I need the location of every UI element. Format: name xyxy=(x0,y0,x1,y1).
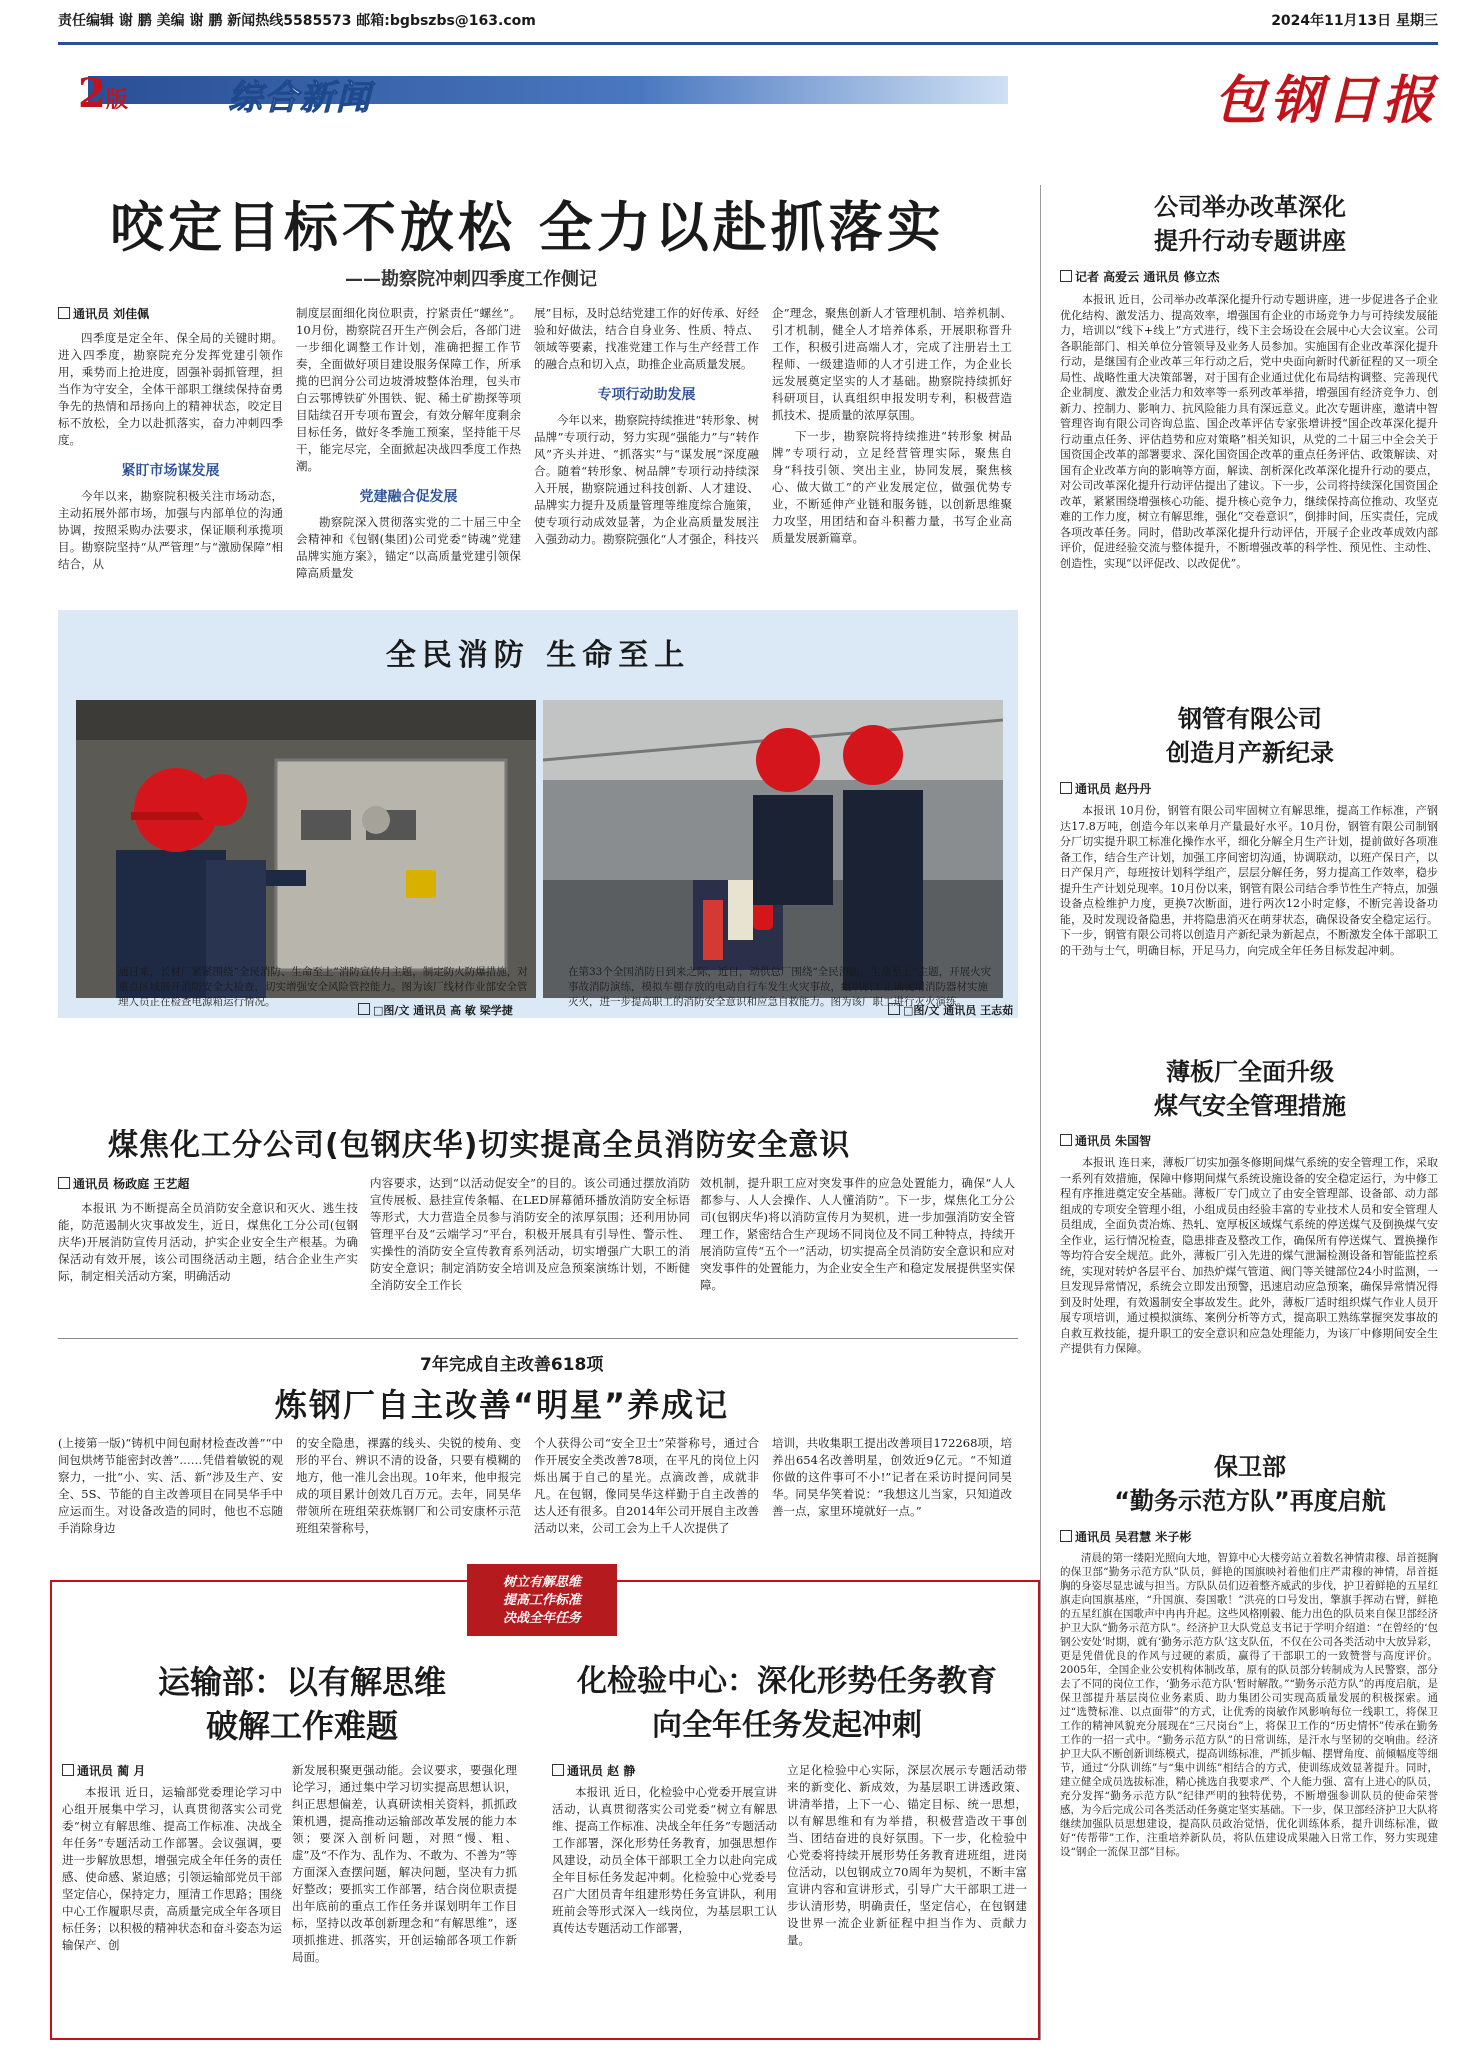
lab-headline: 化检验中心：深化形势任务教育 向全年任务发起冲刺 xyxy=(577,1664,997,1743)
transport-col-2: 新发展积聚更强动能。会议要求，要强化理论学习，通过集中学习切实提高思想认识，纠正思想偏差，认真研读相关资料，抓抓政策机遇，提高推动运输部改革发展的能力本领；要深入剖析问题，对照“慢、粗、虚”及“不作为、乱作为、不敢为、不善为”等方面深入查摆问题，解决问题，坚决有力抓好整改；要抓实工作部署，结合岗位职责提出年底前的重点工作任务并谋划明年工作目标，坚持以改革创新理念和“有解思维”，逐项抓推进、抓落实，开创运输部各项工作新局面。 xyxy=(292,1763,517,1964)
top-info-bar xyxy=(58,10,1438,34)
caption-2: 在第33个全国消防日到来之际，近日，动供总厂围绕“全民消防、生命至上”主题，开展火灾事故消防演练，模拟车棚存放的电动自行车发生火灾事故，组织职工正确使用消防器材实施灭火，进一步提高职工的消防安全意识和应急自救能力。图为该厂职工进行灭火演练。 xyxy=(568,966,992,1008)
coke-col-1: 本报讯 为不断提高全员消防安全意识和灭火、逃生技能，防范遏制火灾事故发生，近日，煤焦化工分公司(包钢庆华)开展消防宣传月活动，护实企业安全生产根基。为确保活动有效开展，该公司围绕活动主题，结合企业生产实际，制定相关活动方案，明确活动 xyxy=(58,1201,358,1283)
special-topic-box xyxy=(50,1575,1040,2040)
credit-1: □图/文 通讯员 高 敏 梁学捷 xyxy=(358,1002,513,1018)
newspaper-logo: 包钢日报 xyxy=(1213,70,1438,131)
transport-col-1: 本报讯 近日，运输部党委理论学习中心组开展集中学习，认真贯彻落实公司党委“树立有解思维、提高工作标准、决战全年任务”专题活动工作部署。会议强调，要进一步解放思想，增强完成全年任务的责任感、使命感、紧迫感；引领运输部党员干部坚定信心，保持定力，厘清工作思路；围绕中心工作履职尽责，高质量完成全年各项目标任务；以积极的精神状态和奋斗姿态为运输保产、创 xyxy=(62,1785,282,1952)
masthead xyxy=(58,42,1438,142)
lab-byline: 通讯员 赵 静 xyxy=(552,1762,635,1779)
coke-col-3: 效机制，提升职工应对突发事件的应急处置能力，确保“人人都参与、人人会操作、人人懂消防”。下一步，煤焦化工分公司(包钢庆华)将以消防宣传月为契机，进一步加强消防安全管理工作，紧密结合生产现场不同岗位及不同工种特点，持续开展消防宣传“五个一”活动，切实提高全员消防安全意识和应对突发事件的处置能力，为企业安全生产和稳定发展提供坚实保障。 xyxy=(700,1176,1015,1292)
lead-sub-3: 专项行动助发展 xyxy=(597,387,696,403)
lead-sub-1: 紧盯市场谋发展 xyxy=(121,463,220,479)
section-band xyxy=(88,76,1008,104)
side-3-headline: 薄板厂全面升级 煤气安全管理措施 xyxy=(1154,1058,1346,1120)
side-1-headline: 公司举办改革深化 提升行动专题讲座 xyxy=(1154,193,1346,255)
steel-headline: 炼钢厂自主改善“明星”养成记 xyxy=(275,1386,730,1424)
steel-col-1: (上接第一版)“铸机中间包耐材检查改善”“中间包烘烤节能密封改善”……凭借着敏锐的观察力，一批“小、实、活、新”涉及生产、安全、5S、节能的自主改善项目在同昊华手中应运而生。对设备改造的同时，他也不忘随手消除身边 xyxy=(58,1436,283,1535)
page-number: 2版 xyxy=(78,70,128,117)
coke-byline: 通讯员 杨政庭 王艺超 xyxy=(58,1175,189,1192)
side-4-text: 清晨的第一缕阳光照向大地，智算中心大楼旁站立着数名神情肃穆、昂首挺胸的保卫部“勤务示范方队”队员，鲜艳的国旗映衬着他们庄严肃穆的神情，昂首挺胸的身姿尽显忠诚与担当。方队队员们迈着整齐威武的步伐，护卫着鲜艳的五星红旗走向国旗基座，“升国旗、奏国歌！”洪亮的口号发出，擎旗手挥动右臂，鲜艳的五星红旗在国歌声中冉冉升起。这些风格刚毅、能力出色的队员来自保卫部经济护卫大队“勤务示范方队”。经济护卫大队党总支书记于学明介绍道：“在曾经的‘包钢公安处’时期，就有‘勤务示范方队’这支队伍，不仅在公司各类活动中大放异彩，更是凭借优良的作风与过硬的素质，赢得了干部职工的一致赞誉与高度评价。2005年，全国企业公安机构体制改革，原有的队员部分转制成为人民警察，部分去了不同的岗位工作，‘勤务示范方队’暂时解散。”“勤务示范方队”的再度启航，是保卫部提升基层岗位业务素质、助力集团公司实现高质量发展的积极探索。通过“选赞标准、以点面带”的方式，让优秀的岗敏作风影响每位一线职工，将保卫工作的精神风貌充分展现在“三尺岗台”上，将保卫工作的“历史情怀”传承在勤务工作的一招一式中。“勤务示范方队”的日常训练，是汗水与坚韧的交响曲。经济护卫大队不断创新训练模式，提高训练标准，严抓步幅、摆臂角度、前倾幅度等细节，通过“分队训练”与“集中训练”相结合的方式，使训练成效显著提升。同时，建立健全成员选拔标准，精心挑选自我要求严、个人能力强、富有上进心的队员，充分发挥“勤务示范方队”纪律严明的独特优势，不断增强参训队员的使命荣誉感，为今后完成公司各类活动任务奠定坚实基础。下一步，保卫部经济护卫大队将继续加强队员思想建设，提高队员政治觉悟，优化训练体系，提升训练标准，做好“传帮带”工作，注重培养新队员，将队伍建设成果融入日常工作，努力实现建设“钢企一流保卫部”目标。 xyxy=(1060,1552,1438,1858)
steel-col-4: 培训，共收集职工提出改善项目172268项，培养出654名改善明星，创效近9亿元。“不知道你做的这件事可不小!”记者在采访时提问同昊华。同昊华笑着说：“我想这儿当家，只知道改善一点，家里环境就好一点。” xyxy=(772,1436,1012,1518)
lab-col-2: 立足化检验中心实际，深层次展示专题活动带来的新变化、新成效，为基层职工讲透政策、讲清举措，上下一心、锚定目标、统一思想，以有解思维和有为举措，积极营造改干事创当、团结奋进的良好氛围。下一步，化检验中心党委将持续开展形势任务教育进班组，进岗位活动，以包钢成立70周年为契机，不断丰富宣讲内容和宣讲形式，引导广大干部职工进一步认清形势，明确责任，坚定信心，在包钢建设世界一流企业新征程中担当作为、贡献力量。 xyxy=(787,1763,1027,1947)
photo-inspection xyxy=(76,700,536,998)
side-2-byline: 通讯员 赵丹丹 xyxy=(1060,780,1151,797)
lead-col-4: 企”理念，聚焦创新人才管理机制、培养机制、引才机制，健全人才培养体系，开展职称晋升工作，积极引进高端人才，完成了注册岩土工程师、一级建造师的人才引进工作，为企业长远发展奠定坚实的人才基础。勘察院持续抓好科研项目，认真组织申报发明专利，积极营造抓技术、提质量的浓厚氛围。 下一步，勘察院将持续推进“转形象 树品牌”专项行动，立足经营管理实际，聚焦自身“科技引领、突出主业，协同发展，聚焦核心、做大做工”的产业发展定位，做强优势专业，不断延伸产业链和服务链，以创新思维聚力攻坚，用团结和奋斗积蓄力量，书写企业高质量发展新篇章。 xyxy=(772,306,1012,545)
lead-col-1: 四季度是定全年、保全局的关键时期。进入四季度，勘察院充分发挥党建引领作用，乘势而上抢进度，固强补弱抓管理，担当作为守安全，全体干部职工继续保持奋勇争先的热情和昂扬向上的精神状态，咬定目标不放松，全力以赴抓落实，奋力冲刺四季度。 紧盯市场谋发展 今年以来，勘察院积极关注市场动态，主动拓展外部市场，加强与内部单位的沟通协调，按照采购办法要求，保证顺利承揽项目。勘察院坚持“从严管理”与“激励保障”相结合，从 xyxy=(58,331,283,571)
side-1-byline: 记者 高爱云 通讯员 修立杰 xyxy=(1060,268,1220,285)
side-2-headline: 钢管有限公司 创造月产新纪录 xyxy=(1166,705,1334,767)
editor-info: 责任编辑 谢 鹏 美编 谢 鹏 新闻热线5585573 邮箱:bgbszbs@163.com xyxy=(58,13,536,29)
photo-fire-drill xyxy=(543,700,1003,998)
fire-title: 全民消防 生命至上 xyxy=(385,638,691,673)
steel-col-3: 个人获得公司“安全卫士”荣誉称号，通过合作开展安全类改善78项，在平凡的岗位上闪烁出属于自己的星光。点滴改善，成就非凡。在包钢，像同昊华这样勤于自主改善的达人还有很多。自2014年公司开展自主改善活动以来，公司工会为上千人次提供了 xyxy=(534,1436,759,1535)
lead-headline: 咬定目标不放松 全力以赴抓落实 xyxy=(110,196,945,259)
transport-byline: 通讯员 蔺 月 xyxy=(62,1762,145,1779)
credit-2: □图/文 通讯员 王志茹 xyxy=(888,1002,1013,1018)
coke-headline: 煤焦化工分公司(包钢庆华)切实提高全员消防安全意识 xyxy=(108,1128,851,1163)
lead-subtitle: ——勘察院冲刺四季度工作侧记 xyxy=(345,269,597,290)
lead-sub-2: 党建融合促发展 xyxy=(359,489,458,505)
section-name: 综合新闻 xyxy=(228,78,372,118)
lead-col-2: 制度层面细化岗位职责，拧紧责任“螺丝”。10月份，勘察院召开生产例会后，各部门进一步细化调整工作计划，准确把握工作节奏，全面做好项目建设服务保障工作，所承揽的巴润分公司边坡滑坡整体治理，包头市白云鄂博铁矿外围铁、铌、稀土矿勘探等项目陆续召开专项布置会，有效分解年度剩余目标任务，做好冬季施工预案，坚持能干尽干，能完尽完，全面掀起决战四季度工作热潮。 党建融合促发展 勘察院深入贯彻落实党的二十届三中全会精神和《包钢(集团)公司党委“铸魂”党建品牌实施方案》，锚定“以高质量党建引领保障高质量发 xyxy=(296,306,521,580)
masthead-rule xyxy=(58,42,1438,45)
steel-kicker: 7年完成自主改善618项 xyxy=(420,1355,604,1375)
lead-col-3: 展”目标，及时总结党建工作的好传承、好经验和好做法，结合自身业务、性质、特点、领域等要素，找准党建工作与生产经营工作的融合点和切入点，助推企业高质量发展。 专项行动助发展 今年以来，勘察院持续推进“转形象、树品牌”专项行动，努力实现“强能力”与“转作风”齐头并进、“抓落实”与“谋发展”深度融合。随着“转形象、树品牌”专项行动持续深入开展，勘察院通过科技创新、人才建设、品牌实力提升及质量管理等维度综合施策，使专项行动成效显著，为企业高质量发展注入强劲动力。勘察院强化“人才强企，科技兴 xyxy=(534,306,759,546)
coke-col-2: 内容要求，达到“以活动促安全”的目的。该公司通过摆放消防宣传展板、悬挂宣传条幅、在LED屏幕循环播放消防安全标语等形式，大力营造全员参与消防安全的浓厚氛围；还利用协同管理平台及“云端学习”平台，积极开展具有引导性、警示性、实操性的消防安全宣传教育系列活动，切实增强广大职工的消防安全意识；制定消防安全培训及应急预案演练计划，不断健全消防安全工作长 xyxy=(370,1176,690,1292)
column-divider xyxy=(1040,185,1041,2040)
fire-safety-feature xyxy=(58,610,1018,1018)
lab-col-1: 本报讯 近日，化检验中心党委开展宣讲活动，认真贯彻落实公司党委“树立有解思维、提高工作标准、决战全年任务”专题活动工作部署，深化形势任务教育，加强思想作风建设，动员全体干部职工全力以赴向完成全年目标任务发起冲刺。化检验中心党委号召广大团员青年组建形势任务宣讲队，利用班前会等形式深入一线岗位，为基层职工认真传达专题活动工作部署， xyxy=(552,1785,777,1935)
side-2-text: 本报讯 10月份，钢管有限公司牢固树立有解思维，提高工作标准，产钢达17.8万吨，创造今年以来单月产量最好水平。10月份，钢管有限公司制钢分厂切实提升职工标准化操作水平，细化分解全月生产计划，提前做好各项准备工作，结合生产计划，加强工序间密切沟通，协调联动，以班产保日产，以日产保月产，每班按计划科学组产，层层分解任务，努力提高工作效率，稳步提升生产计划兑现率。10月份以来，钢管有限公司结合季节性生产特点，加强设备点检维护力度，更换7次断面，进行两次12小时定修，不断完善设备功能，及时发现设备隐患，并将隐患消灭在萌芽状态，确保设备安全稳定运行。下一步，钢管有限公司将以创造月产新纪录为新起点，不断激发全体干部职工的干劲与士气，明确目标，开足马力，向完成全年任务目标发起冲刺。 xyxy=(1060,804,1438,957)
side-3-text: 本报讯 连日来，薄板厂切实加强冬修期间煤气系统的安全管理工作，采取一系列有效措施，保障中修期间煤气系统设施设备的安全稳定运行，为中修工程有序推进奠定安全基础。薄板厂专门成立了由安全管理部、设备部、动力部组成的专项安全管理小组，小组成员由经验丰富的专业技术人员和安全管理人员组成，全面负责冶炼、热轧、宽厚板区域煤气系统的停送煤气及倒换煤气安全作业，运行情况检查，隐患排查及整改工作，确保所有停送煤气、置换操作等均符合安全规范。此外，薄板厂引入先进的煤气泄漏检测设备和智能监控系统，实现对转炉各层平台、加热炉煤气管道、阀门等关键部位24小时监测，一旦发现异常情况，系统会立即发出预警，迅速启动应急预案，确保异常情况得到及时处理，有效遏制安全事故发生。此外，薄板厂适时组织煤气作业人员开展专项培训，通过模拟演练、案例分析等方式，提高职工熟练掌握突发事故的自救互救技能，提升职工的安全意识和应急处理能力，为该厂中修期间安全生产提供有力保障。 xyxy=(1060,1156,1438,1355)
divider-1 xyxy=(58,1338,1018,1339)
lead-byline: 通讯员 刘佳佩 xyxy=(58,305,149,322)
side-4-byline: 通讯员 吴君慧 米子彬 xyxy=(1060,1528,1191,1545)
side-1-text: 本报讯 近日，公司举办改革深化提升行动专题讲座，进一步促进各子企业优化结构、激发活力、提高效率，增强国有企业的市场竞争力与可持续发展能力，培训以“线下+线上”方式进行，线下主会场设在会展中心大会议室。公司各职能部门、相关单位分管领导及业务人员参加。实施国有企业改革深化提升行动，是继国有企业改革三年行动之后，党中央面向新时代新征程的又一项全局性、战略性重大决策部署，对于国有企业通过优化布局结构调整、完善现代企业制度、激发企业活力和效率等一系列改革举措，增强国有经济竞争力、创新力、控制力、影响力、抗风险能力具有深远意义。此次专题讲座，邀请中智管理咨询有限公司咨询总监、国企改革评估专家张增讲授“国企改革深化提升行动重点任务、评估趋势和应对策略”相关知识，从党的二十届三中全会关于国资国企改革的部署要求、深化国资国企改革的重点任务评估、政策解读、对国有企业改革方向的影响等方面，解读、剖析深化改革深化提升行动的要点，对公司改革深化提升行动评估提出了建议。下一步，公司将持续深化国资国企改革，紧紧围绕增强核心功能、提升核心竞争力，继续保持高位推动、攻坚克难的工作力度，树立有解思维，强化“交卷意识”，倒排时间，压实责任，完成各项改革任务。同时，借助改革深化提升行动评估，开展子企业改革成效内部评价，促进经验交流与整体提升，不断增强改革的科学性、预见性、主动性、创造性，实现“以评促改、以改促优”。 xyxy=(1060,293,1438,570)
steel-col-2: 的安全隐患，裸露的线头、尖锐的棱角、变形的平台、辨识不清的设备，只要有模糊的地方，他一准儿会出现。10年来，他申报完成的项目累计创效几百万元。去年，同昊华带领所在班组荣获炼钢厂和公司安康杯示范班组荣誉称号， xyxy=(296,1436,521,1535)
caption-1: 通日来，长材厂紧紧围绕“全民消防、生命至上”消防宣传月主题，制定防火防爆措施，对重点区域展开消防安全大检查，切实增强安全风险管控能力。图为该厂线材作业部安全管理人员正在检查电源箱运行情况。 xyxy=(118,966,528,1008)
side-4-headline: 保卫部 “勤务示范方队”再度启航 xyxy=(1114,1453,1386,1515)
transport-headline: 运输部：以有解思维 破解工作难题 xyxy=(157,1663,446,1745)
side-3-byline: 通讯员 朱国智 xyxy=(1060,1132,1151,1149)
topic-tag: 树立有解思维 提高工作标准 决战全年任务 xyxy=(467,1564,617,1636)
issue-date: 2024年11月13日 星期三 xyxy=(1271,13,1438,29)
